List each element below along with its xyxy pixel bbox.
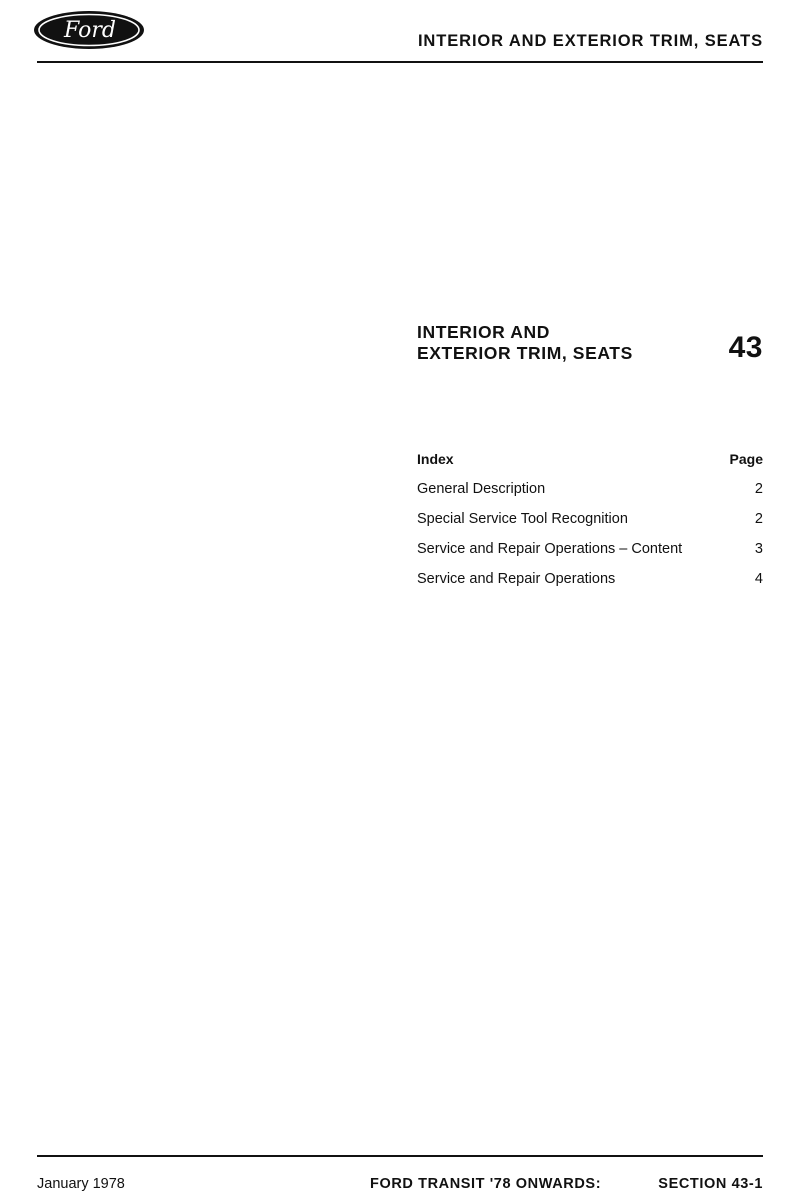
section-heading-line1: INTERIOR AND [417, 322, 550, 342]
index-entry-label: General Description [417, 481, 546, 497]
section-heading [417, 322, 633, 364]
ford-oval-logo-icon [33, 10, 145, 50]
index-entry-page: 2 [754, 481, 763, 497]
svg-text:Ford: Ford [64, 18, 116, 43]
index-rows [417, 473, 763, 601]
index-row [417, 541, 763, 571]
header-title: INTERIOR AND EXTERIOR TRIM, SEATS [417, 32, 763, 50]
footer-date: January 1978 [37, 1176, 125, 1192]
index-entry-page: 2 [754, 511, 763, 527]
index-entry-label: Special Service Tool Recognition [417, 511, 628, 527]
index-row [417, 571, 763, 601]
index-entry-label: Service and Repair Operations – Content [417, 541, 683, 557]
index-page-label: Page [729, 451, 763, 467]
footer-publication: FORD TRANSIT '78 ONWARDS: [370, 1176, 602, 1192]
index-entry-page: 4 [754, 571, 763, 587]
footer-rule [37, 1155, 763, 1157]
index-header [417, 451, 763, 473]
index-row [417, 511, 763, 541]
index-entry-page: 3 [754, 541, 763, 557]
index-table [417, 451, 763, 601]
index-title: Index [417, 451, 454, 467]
index-entry-label: Service and Repair Operations [417, 571, 616, 587]
section-number: 43 [728, 331, 763, 364]
footer-section: SECTION 43-1 [658, 1176, 763, 1192]
index-row [417, 481, 763, 511]
ford-logo [33, 10, 145, 50]
section-heading-line2: EXTERIOR TRIM, SEATS [417, 343, 633, 363]
header-rule [37, 61, 763, 63]
